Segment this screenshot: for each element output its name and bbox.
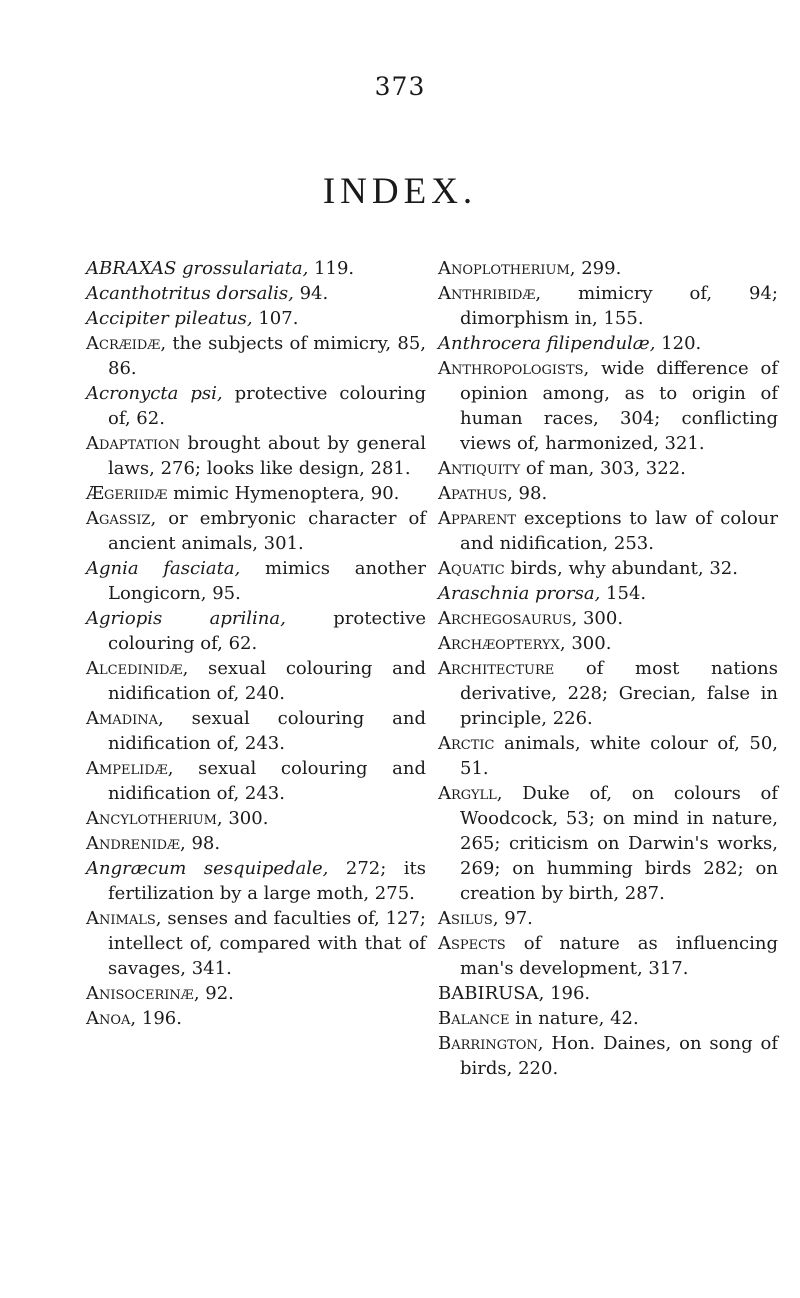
index-entry [86, 706, 426, 756]
index-entry [86, 331, 426, 381]
index-entry [438, 281, 778, 331]
index-entry-text: in nature, 42. [509, 1008, 639, 1029]
index-entry-text: of nature as influencing man's development, 317. [460, 933, 778, 979]
index-entry [86, 556, 426, 606]
index-entry-text: 154. [600, 583, 647, 604]
index-entry [438, 656, 778, 731]
index-entry-text: protective colouring of, 62. [108, 383, 426, 429]
index-entry [86, 1006, 426, 1031]
index-entry [86, 481, 426, 506]
index-entry-text: exceptions to law of colour and nidification, 253. [460, 508, 778, 554]
index-entry-heading: Ampelidæ, [86, 758, 174, 779]
index-entry [86, 806, 426, 831]
index-entry [438, 731, 778, 781]
index-entry-heading: Archæopteryx, [438, 633, 566, 654]
index-column-right [438, 256, 778, 1081]
index-entry-text: or embryonic character of ancient animals, 301. [108, 508, 426, 554]
index-entry-text: mimicry of, 94; dimorphism in, 155. [460, 283, 778, 329]
index-entry-heading: Arctic [438, 733, 495, 754]
index-entry-heading: Architecture [438, 658, 555, 679]
index-entry-text: senses and faculties of, 127; intellect of, compared with that of savages, 341. [108, 908, 426, 979]
index-entry-heading: Anthribidæ, [438, 283, 542, 304]
index-entry-text: animals, white colour of, 50, 51. [460, 733, 778, 779]
index-entry-text: of man, 303, 322. [520, 458, 686, 479]
index-entry [438, 581, 778, 606]
page-number: 373 [374, 72, 426, 101]
index-entry [438, 631, 778, 656]
index-entry [86, 256, 426, 281]
index-entry-text: 120. [655, 333, 702, 354]
index-entry-text: 98. [185, 833, 221, 854]
index-entry-heading: Amadina, [86, 708, 164, 729]
index-entry-heading: Agassiz, [86, 508, 157, 529]
index-column-left [86, 256, 426, 1031]
index-entry-heading: Archegosaurus, [438, 608, 578, 629]
index-entry-heading: Balance [438, 1008, 510, 1029]
index-entry-heading: Apparent [438, 508, 517, 529]
index-entry-text: 196. [136, 1008, 182, 1029]
index-entry-text: birds, why abundant, 32. [504, 558, 738, 579]
index-entry-heading: Angræcum sesquipedale, [86, 858, 329, 879]
index-entry-heading: Agriopis aprilina, [86, 608, 286, 629]
index-entry-heading: Anisocerinæ, [86, 983, 200, 1004]
index-entry-text: 300. [577, 608, 624, 629]
index-entry-heading: Anoplotherium, [438, 258, 576, 279]
index-entry [438, 1006, 778, 1031]
index-entry-text: 98. [512, 483, 548, 504]
index-entry-heading: Aquatic [438, 558, 505, 579]
index-entry [86, 906, 426, 981]
index-entry-heading: Ancylotherium, [86, 808, 223, 829]
index-entry-heading: Araschnia prorsa, [438, 583, 601, 604]
index-entry-text: 119. [308, 258, 355, 279]
index-entry-heading: Animals, [86, 908, 162, 929]
index-entry-text: Duke of, on colours of Woodcock, 53; on mind in nature, 265; criticism on Darwin's works, 269; on humming birds 282; on creation by birth, 287. [460, 783, 778, 904]
index-entry [438, 506, 778, 556]
index-entry-heading: BABIRUSA, [438, 983, 545, 1004]
index-entry [86, 506, 426, 556]
index-entry [86, 281, 426, 306]
index-entry [438, 456, 778, 481]
index-entry-heading: Anthropologists, [438, 358, 590, 379]
index-entry-text: 272; its fertilization by a large moth, 275. [108, 858, 426, 904]
index-entry-text: 107. [252, 308, 299, 329]
index-entry [86, 381, 426, 431]
index-entry-heading: Andrenidæ, [86, 833, 186, 854]
index-entry-text: sexual colouring and nidification of, 243. [108, 758, 426, 804]
index-entry-heading: Accipiter pileatus, [86, 308, 253, 329]
index-entry-heading: Anthrocera filipendulæ, [438, 333, 656, 354]
index-entry [438, 256, 778, 281]
index-entry [86, 606, 426, 656]
index-entry-text: 300. [222, 808, 269, 829]
index-entry [438, 781, 778, 906]
index-entry [86, 306, 426, 331]
index-entry-heading: Anoa, [86, 1008, 137, 1029]
index-entry [86, 756, 426, 806]
index-entry [438, 606, 778, 631]
index-entry-text: 94. [293, 283, 329, 304]
index-entry-text: 92. [199, 983, 234, 1004]
index-entry-text: sexual colouring and nidification of, 243. [108, 708, 426, 754]
index-entry-heading: Ægeriidæ [86, 483, 168, 504]
index-entry [438, 906, 778, 931]
index-entry-text: sexual colouring and nidification of, 240. [108, 658, 426, 704]
index-entry [438, 481, 778, 506]
index-entry-heading: Acanthotritus dorsalis, [86, 283, 294, 304]
index-entry-heading: Aspects [438, 933, 506, 954]
index-entry [86, 431, 426, 481]
index-entry [438, 356, 778, 456]
index-entry-heading: Acronycta psi, [86, 383, 223, 404]
index-entry-text: brought about by general laws, 276; looks like design, 281. [108, 433, 426, 479]
index-entry-text: wide difference of opinion among, as to origin of human races, 304; conflicting views of, harmonized, 321. [460, 358, 778, 454]
index-entry-heading: Alcedinidæ, [86, 658, 189, 679]
index-entry-heading: Barrington, [438, 1033, 544, 1054]
index-entry-text: mimics another Longicorn, 95. [108, 558, 427, 604]
index-entry-text: mimic Hymenoptera, 90. [167, 483, 400, 504]
index-entry [86, 656, 426, 706]
index-entry [438, 981, 778, 1006]
index-entry-text: 97. [498, 908, 533, 929]
index-entry-text: Hon. Daines, on song of birds, 220. [460, 1033, 778, 1079]
index-entry-heading: Adaptation [86, 433, 181, 454]
page-title: INDEX. [322, 171, 478, 212]
index-entry-text: 299. [575, 258, 622, 279]
index-entry-heading: Agnia fasciata, [86, 558, 241, 579]
index-entry [86, 856, 426, 906]
index-entry-heading: Acræidæ, [86, 333, 167, 354]
index-entry-text: protective colouring of, 62. [108, 608, 426, 654]
index-entry-text: 300. [565, 633, 612, 654]
index-entry [86, 981, 426, 1006]
index-entry-heading: Antiquity [438, 458, 521, 479]
index-entry [438, 1031, 778, 1081]
index-entry [438, 931, 778, 981]
index-entry-text: 196. [544, 983, 591, 1004]
index-entry-text: of most nations derivative, 228; Grecian, false in principle, 226. [460, 658, 778, 729]
index-entry-text: the subjects of mimicry, 85, 86. [108, 333, 426, 379]
index-entry [438, 331, 778, 356]
index-entry-heading: Argyll, [438, 783, 503, 804]
index-entry-heading: Asilus, [438, 908, 499, 929]
index-entry [86, 831, 426, 856]
index-entry-heading: Apathus, [438, 483, 513, 504]
index-entry [438, 556, 778, 581]
index-entry-heading: ABRAXAS grossulariata, [86, 258, 309, 279]
